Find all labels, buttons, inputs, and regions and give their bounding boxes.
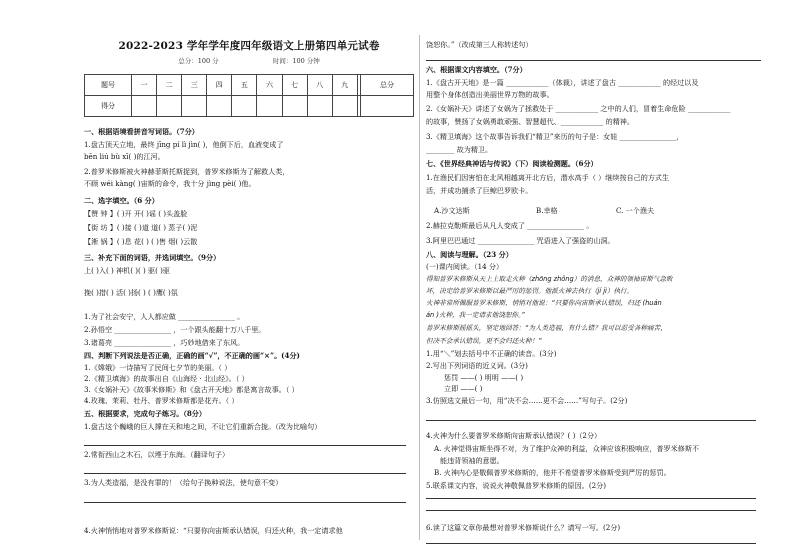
synonym-row: 惩罚 ——( ) 明明 ——( ) [444, 373, 524, 382]
score-header-cell: 四 [207, 75, 232, 96]
score-header-cell: 五 [232, 75, 257, 96]
question-line: 1.用“＼”划去括号中不正确的读音。(3分) [426, 349, 557, 358]
score-cell[interactable] [182, 96, 207, 117]
section-7-title: 七、《世界经典神话与传说》（下）阅读检测题。（6分） [426, 159, 598, 168]
total-score-label: 总分：100 分 [178, 57, 219, 65]
question-line: 1.《盘古开天地》是一篇 ____________（体裁），讲述了盘古 ____________ 的经过以及 [426, 78, 699, 87]
section-8-title: 八、阅读与理解。（23 分） [426, 250, 513, 259]
right-column [426, 0, 766, 550]
score-header-cell: 六 [257, 75, 282, 96]
question-line: 【赞 钟 】( )开 开( )谣 ( )头盖脸 [84, 209, 188, 218]
question-line: ________ 故为精卫。 [426, 145, 493, 154]
exam-meta [84, 57, 414, 65]
question-line: 用整个身体创造出美丽世界万物的故事。 [426, 90, 554, 99]
passage-line: 但决不会承认错误，更不会归还火种！” [426, 337, 542, 345]
question-line: 3.为人类造福，是没有罪的！（给句子换种说法，使句意不变） [84, 478, 283, 487]
question-line: bēn liú bù xī( )的江河。 [84, 152, 165, 161]
question-line: 挽( )措( ) 活( )扬( ) ( )鹰( )氛 [84, 288, 178, 297]
score-cell[interactable] [257, 96, 282, 117]
score-header-cell: 三 [182, 75, 207, 96]
score-header-cell: 七 [282, 75, 307, 96]
score-table [84, 74, 414, 117]
question-line: 饶恕你。”（改成第三人称转述句） [426, 40, 533, 49]
question-line: 的故事，赞扬了女娲勇敢顽强、智慧超代、____________ 的精神。 [426, 117, 634, 126]
question-line: 2.常衔西山之木石，以堙于东海。（翻译句子） [84, 450, 230, 459]
column-divider [419, 35, 420, 540]
question-line: 不顾 wéi kàng( )宙斯的命令，我十分 jìng pèi( )他。 [84, 179, 256, 188]
question-line: 3.仿照选文最后一句，用“决不会……更不会……”写句子。(2分) [426, 396, 628, 405]
question-line: 4.火神为什么要普罗米修斯向宙斯承认错误？( )（2分） [426, 431, 602, 440]
section-2-title: 二、选字填空。（6 分） [84, 196, 159, 205]
question-line: 3.《女娲补天》《故事米修斯》和《盘古开天地》都是寓言故事。（ ） [84, 385, 299, 394]
score-cell[interactable] [332, 96, 357, 117]
score-header-cell: 二 [157, 75, 182, 96]
question-line: 3.阿里巴巴通过 ________________ 咒语进入了强盗的山洞。 [426, 236, 615, 245]
section-3-title: 三、补充下面的词语，并选词填空。（9分） [84, 253, 221, 262]
option-a[interactable]: A.沙文达斯 [434, 206, 470, 215]
question-line: 2.赫拉克勒斯最后从凡人变成了 ________________ 。 [426, 221, 594, 230]
question-line: 1.盘古这个巍峨的巨人撑在天和地之间，不让它们重新合拢。（改为比喻句） [84, 422, 322, 431]
question-line: 2.写出下列词语的近义词。(3分) [426, 361, 528, 370]
option-b[interactable]: B. 火神内心是敬佩普罗米修斯的，他并不希望普罗米修斯受到严厉的惩罚。 [434, 468, 671, 477]
option-a[interactable]: A. 火神觉得宙斯坐得不对，为了维护众神的利益，众神应该积极响应，普罗米修斯不 [434, 444, 700, 453]
question-line: 【街 坊 】( )接 ( )道 道( ) 蒸子( )泥 [84, 223, 198, 232]
question-line: 活，并成功捕杀了巨鲸巴罗欧卡。 [426, 186, 533, 195]
answer-line[interactable] [84, 445, 406, 446]
score-row-label: 得分 [85, 96, 132, 117]
option-c[interactable]: C. 一个渔夫 [616, 206, 655, 215]
passage-line: 坏，决定给普罗米修斯以最严厉的惩罚。他派火神去执行（jí jì）执行。 [426, 287, 634, 295]
section-6-title: 六、根据课文内容填空。（7分） [426, 65, 527, 74]
answer-line[interactable] [84, 502, 406, 503]
answer-line[interactable] [426, 498, 756, 499]
question-line: 1.《嫦娥》一诗描写了民间七夕节的美丽。（ ） [84, 363, 232, 372]
question-line: 3.《精卫填海》这个故事告诉我们“精卫”来历的句子是：女娃 ________________， [426, 132, 684, 141]
passage-line: 火神非常所佩服普罗米修斯，悄悄对他说：“只要你向宙斯承认错误，归还 (huán [426, 299, 662, 307]
score-header-cell: 一 [132, 75, 157, 96]
question-line: 1.盘古顶天立地，最终 jīng pí lì jìn( )，他倒下后，血液变成了 [84, 140, 284, 149]
score-cell[interactable] [132, 96, 157, 117]
subsection-title: (一)课内阅读。（14 分） [426, 262, 504, 271]
question-line: 上( )入( ) 神机( )( ) 驱( )驱 [84, 266, 171, 275]
score-header-cell: 八 [307, 75, 332, 96]
option-a-cont: 能违背领袖的意愿。 [440, 456, 504, 465]
score-cell[interactable] [361, 96, 414, 117]
question-line: 5.联系课文内容，说说火神敬佩普罗米修斯的原因。(2分) [426, 481, 606, 490]
section-5-title: 五、根据要求，完成句子练习。（8分） [84, 409, 206, 418]
answer-line[interactable] [426, 510, 756, 511]
score-header-cell: 题号 [85, 75, 132, 96]
question-line: 2.普罗米修斯被火神赫菲斯托斯捉到，普罗米修斯为了解救人类， [84, 167, 290, 176]
question-line: 4.火神悄悄地对普罗米修斯说：“只要你向宙斯承认错误，归还火种，我一定请求他 [84, 526, 343, 535]
passage-line: 得知普罗米修斯从天上上取走火种（zhōng zhǒng）的消息，众神的领袖宙斯气急败 [426, 275, 673, 283]
question-line: 1.为了社会安宁，人人都应做 ________________ 。 [84, 312, 245, 321]
score-header-cell: 总分 [361, 75, 414, 96]
question-line: 2.孙悟空 ________________ ，一个跟头能翻十万八千里。 [84, 325, 266, 334]
synonym-row: 立即 ——( ) [444, 384, 483, 393]
question-line: 4.玫瑰、茉莉、牡丹、普罗米修斯都是花卉。（ ） [84, 396, 239, 405]
section-1-title: 一、根据语境看拼音写词语。（7分） [84, 127, 199, 136]
passage-line: án )火种，我一定请求他饶恕你。” [426, 311, 525, 319]
score-cell[interactable] [207, 96, 232, 117]
passage-line: 普罗米修斯摇摇头，坚定地回答：“为人类造福，有什么错？我可以忍受各种痛苦， [426, 324, 667, 332]
answer-line[interactable] [426, 543, 756, 544]
question-line: 3.诸葛亮 ________________ ，巧妙地借来了东风。 [84, 338, 245, 347]
answer-line[interactable] [426, 60, 761, 61]
answer-line[interactable] [426, 420, 756, 421]
score-table-header-row [85, 75, 414, 96]
score-cell[interactable] [157, 96, 182, 117]
answer-line[interactable] [84, 473, 406, 474]
score-cell[interactable] [282, 96, 307, 117]
left-column [84, 0, 414, 550]
score-table-score-row [85, 96, 414, 117]
question-line: 【淅 锅 】( )息 花( ) ( )售 烟( )云散 [84, 237, 198, 246]
option-b[interactable]: B.幸格 [536, 206, 558, 215]
question-line: 6.读了这篇文章你最想对普罗米修斯说什么？请写一写。(2分) [426, 523, 621, 532]
question-line: 2.《女娲补天》讲述了女娲为了拯救处于 ____________ 之中的人们，冒着生命危险 ____________ [426, 104, 731, 113]
question-line: 2.《精卫填海》的故事出自《山海经 · 北山经》。（ ） [84, 374, 249, 383]
score-header-cell: 九 [332, 75, 357, 96]
question-line: 1.在渔民们因害怕在北风相越离开北方后，潜水高手（ ）继续按自己的方式生 [426, 173, 670, 182]
exam-title: 2022-2023 学年学年度四年级语文上册第四单元试卷 [118, 40, 380, 52]
score-cell[interactable] [232, 96, 257, 117]
section-4-title: 四、判断下列说法是否正确，正确的画“√”，不正确的画“×”。(4分) [84, 351, 300, 360]
time-label: 时间：100 分钟 [272, 57, 320, 65]
score-cell[interactable] [307, 96, 332, 117]
